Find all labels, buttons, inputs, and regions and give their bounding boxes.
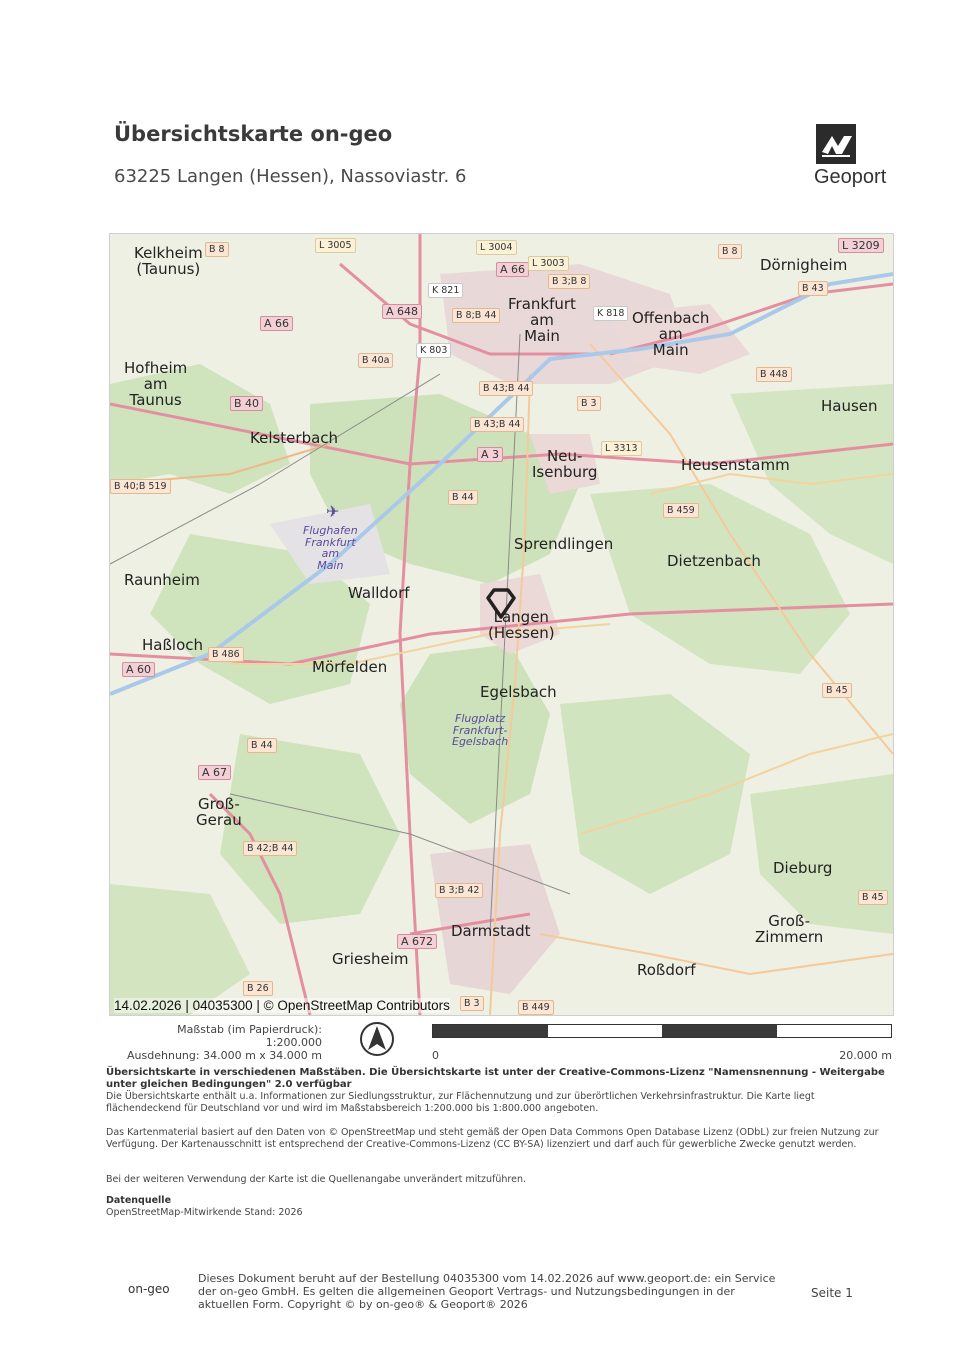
road-label: B 40;B 519 [110, 479, 171, 494]
place-moerfelden: Mörfelden [312, 658, 388, 676]
page-title: Übersichtskarte on-geo [114, 122, 393, 146]
geoport-logo-text: Geoport [814, 166, 887, 188]
place-dieburg: Dieburg [773, 859, 833, 877]
road-label: B 8;B 44 [452, 308, 500, 323]
footer-text: Dieses Dokument beruht auf der Bestellung 04035300 vom 14.02.2026 auf www.geoport.de: ein Service der on-geo GmbH. Es gelten die allgemeinen Geoport Vertrags- und Nutzungsbedingungen in der aktuellen Form. Copyright © by on-geo® & Geoport® 2026 [198, 1272, 776, 1311]
road-label: B 8 [718, 244, 742, 259]
place-offenbach: Offenbach am Main [632, 309, 710, 359]
place-dietzenbach: Dietzenbach [667, 552, 761, 570]
road-label: B 448 [756, 367, 792, 382]
info-paragraph-2: Das Kartenmaterial basiert auf den Daten von © OpenStreetMap und steht gemäß der Open Data Commons Open Database Lizenz (ODbL) zur freien Nutzung zur Verfügung. Der Kartenausschnitt ist entsprechend der Creative-Commons-Lizenz (CC BY-SA) lizenziert und darf auch für gewerbliche Zwecke genutzt werden. [106, 1127, 879, 1150]
place-gross-gerau: Groß- Gerau [196, 795, 242, 829]
place-hassloch: Haßloch [142, 636, 204, 654]
geoport-logo-icon [816, 124, 856, 164]
road-label: B 486 [208, 647, 244, 662]
place-sprendlingen: Sprendlingen [514, 535, 614, 553]
info-paragraph-3: Bei der weiteren Verwendung der Karte ist die Quellenangabe unverändert mitzuführen. [106, 1174, 526, 1185]
road-label: B 45 [858, 890, 888, 905]
road-label: K 821 [428, 283, 463, 298]
map-copyright: 14.02.2026 | 04035300 | © OpenStreetMap Contributors [114, 998, 450, 1013]
scale-ratio: Maßstab (im Papierdruck): 1:200.000 [177, 1023, 322, 1049]
road-label: B 3 [460, 996, 484, 1011]
road-label: L 3209 [838, 238, 884, 253]
info-paragraph-1: Die Übersichtskarte enthält u.a. Informationen zur Siedlungsstruktur, zur Flächennutzung und zur überörtlichen Verkehrsinfrastruktur. Die Karte liegt flächendeckend für Deutschland vor und wird im Maßstabsbereich 1:200.000 bis 1:800.000 angeboten. [106, 1091, 815, 1114]
scale-extent: Ausdehnung: 34.000 m x 34.000 m [127, 1049, 322, 1062]
road-label: B 43 [798, 281, 828, 296]
road-label: B 45 [822, 683, 852, 698]
place-gross-zimmern: Groß- Zimmern [755, 912, 824, 946]
scale-bar [432, 1024, 892, 1038]
overview-map[interactable] [109, 233, 894, 1016]
road-label: B 3;B 8 [548, 274, 590, 289]
place-flughafen: Flughafen Frankfurt am Main [303, 524, 358, 572]
scale-end-label: 20.000 m [839, 1049, 892, 1062]
place-heusenstamm: Heusenstamm [681, 456, 790, 474]
road-label: B 3;B 42 [435, 883, 483, 898]
place-walldorf: Walldorf [348, 584, 410, 602]
place-hausen: Hausen [821, 397, 878, 415]
road-label: A 648 [382, 304, 422, 319]
road-label: A 67 [198, 765, 231, 780]
geoport-logo [810, 122, 900, 192]
road-label: A 66 [260, 316, 293, 331]
road-label: B 40a [358, 353, 393, 368]
place-kelkheim: Kelkheim (Taunus) [134, 244, 203, 278]
road-label: B 459 [663, 503, 699, 518]
place-hofheim: Hofheim am Taunus [124, 359, 188, 409]
road-label: B 42;B 44 [243, 841, 297, 856]
road-label: B 44 [448, 490, 478, 505]
road-label: L 3313 [601, 441, 642, 456]
road-label: A 672 [397, 934, 437, 949]
location-marker-icon[interactable] [484, 586, 518, 620]
road-label: B 3 [577, 396, 601, 411]
place-griesheim: Griesheim [332, 950, 409, 968]
info-heading: Übersichtskarte in verschiedenen Maßstäben. Die Übersichtskarte ist unter der Creative-Commons-Lizenz "Namensnennung - Weitergabe unter gleichen Bedingungen" 2.0 verfügbar [106, 1067, 885, 1090]
place-langen: Langen (Hessen) [488, 608, 555, 642]
road-label: L 3004 [476, 240, 517, 255]
north-arrow-icon [359, 1021, 395, 1057]
road-label: B 26 [243, 981, 273, 996]
data-source-text: OpenStreetMap-Mitwirkende Stand: 2026 [106, 1207, 303, 1218]
place-flugplatz: Flugplatz Frankfurt- Egelsbach [452, 712, 509, 749]
place-kelsterbach: Kelsterbach [250, 429, 339, 447]
page-number: Seite 1 [811, 1286, 853, 1300]
place-darmstadt: Darmstadt [451, 922, 531, 940]
place-rossdorf: Roßdorf [637, 961, 696, 979]
place-doernigheim: Dörnigheim [760, 256, 848, 274]
road-label: B 449 [518, 1000, 554, 1015]
on-geo-logo: on-geo [128, 1282, 170, 1296]
road-label: B 44 [247, 738, 277, 753]
airport-icon: ✈ [326, 502, 340, 521]
scale-start-label: 0 [432, 1049, 439, 1062]
scale-info [120, 1023, 322, 1062]
road-label: B 43;B 44 [470, 417, 524, 432]
place-raunheim: Raunheim [124, 571, 200, 589]
road-label: B 40 [230, 396, 263, 411]
place-frankfurt: Frankfurt am Main [508, 295, 576, 345]
road-label: B 8 [205, 242, 229, 257]
road-label: L 3003 [528, 256, 569, 271]
road-label: A 3 [477, 447, 503, 462]
road-label: A 60 [122, 662, 155, 677]
road-label: K 803 [416, 343, 451, 358]
place-egelsbach: Egelsbach [480, 683, 557, 701]
place-neu-isenburg: Neu- Isenburg [532, 447, 598, 481]
road-label: K 818 [593, 306, 628, 321]
road-label: B 43;B 44 [479, 381, 533, 396]
address-subtitle: 63225 Langen (Hessen), Nassoviastr. 6 [114, 166, 467, 187]
data-source-label: Datenquelle [106, 1195, 172, 1206]
road-label: A 66 [496, 262, 529, 277]
road-label: L 3005 [315, 238, 356, 253]
